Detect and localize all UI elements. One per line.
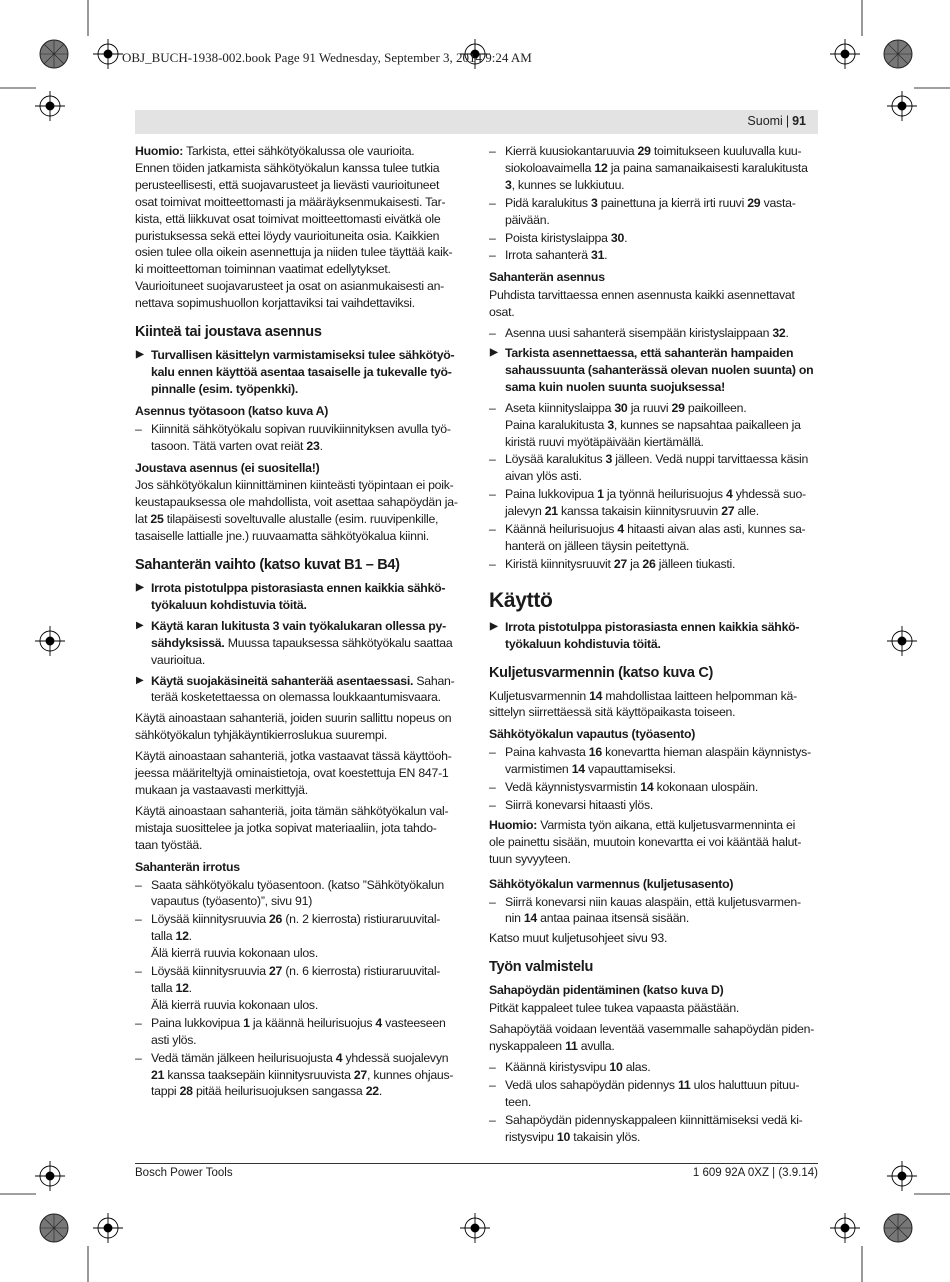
subheading-release-working-position: Sähkötyökalun vapautus (työasento) xyxy=(489,727,696,742)
part-number: 1 xyxy=(243,1015,250,1030)
text-line: Käytä suojakäsineitä sahanterää asentaessasi. xyxy=(151,673,414,688)
registration-mark-left-middle xyxy=(35,626,65,656)
text-line: , kunnes ohjaus- xyxy=(367,1067,454,1082)
text-line: sähdyksissä. xyxy=(151,635,225,650)
paragraph xyxy=(135,803,467,854)
triangle-bullet-icon: ▶ xyxy=(136,349,144,361)
triangle-bullet-icon: ▶ xyxy=(490,620,498,632)
section-heading-mounting: Kiinteä tai joustava asennus xyxy=(135,324,322,341)
text-line: Löysää karalukitus xyxy=(505,452,606,467)
text-line: Siirrä konevarsi hitaasti ylös. xyxy=(505,798,654,812)
list-item xyxy=(135,877,467,911)
part-number: 11 xyxy=(678,1077,691,1092)
text-line: Irrota pistotulppa pistorasiasta ennen kaikkia sähkö- xyxy=(151,581,446,596)
text-line: työkaluun kohdistuvia töitä. xyxy=(505,636,661,651)
text-line: jälleen tiukasti. xyxy=(655,556,736,571)
text-line: ristysvipu xyxy=(505,1129,557,1144)
text-line: . xyxy=(624,230,628,245)
text-line: vaurioitua. xyxy=(151,652,205,667)
text-line: (n. 2 kierrosta) ristiuraruuvital- xyxy=(282,912,441,927)
text-line: Varmista työn aikana, että kuljetusvarmenninta ei xyxy=(537,817,796,832)
text-line: lat xyxy=(135,512,151,527)
text-line: Löysää kiinnitysruuvia xyxy=(151,912,269,927)
text-line: Vedä käynnistysvarmistin xyxy=(505,780,641,795)
left-column xyxy=(135,143,467,1101)
text-line: pitää heilurisuojuksen sangassa xyxy=(192,1084,366,1099)
paragraph xyxy=(489,287,819,321)
part-number: 12 xyxy=(594,160,608,175)
safety-warning xyxy=(135,618,467,669)
text-line: Asenna uusi sahanterä sisempään kiristyslaippaan xyxy=(505,326,773,341)
text-line: Tarkista, ettei sähkötyökalussa ole vaurioita. xyxy=(183,144,415,158)
subheading-lock-transport-position: Sähkötyökalun varmennus (kuljetusasento) xyxy=(489,876,734,891)
text-line: Jos sähkötyökalun kiinnittäminen kiinteästi työpintaan ei poik- xyxy=(135,478,454,493)
text-line: Vedä tämän jälkeen heilurisuojusta xyxy=(151,1050,336,1065)
star-target-top-right xyxy=(884,40,912,68)
part-number: 26 xyxy=(268,912,283,927)
text-line: vapautus (työasento)”, sivu 91) xyxy=(151,894,313,909)
text-line: hanterä on jälleen täysin peitettynä. xyxy=(505,538,690,553)
text-line: Paina lukkovipua xyxy=(151,1015,244,1030)
safety-warning xyxy=(489,345,819,396)
part-number: 28 xyxy=(179,1084,193,1099)
registration-mark-top-right xyxy=(830,39,860,69)
text-line: Puhdista tarvittaessa ennen asennusta kaikki asennettavat xyxy=(489,288,795,303)
text-line: nin xyxy=(505,911,524,926)
text-line: alle. xyxy=(734,504,759,519)
registration-mark-bottom-left xyxy=(93,1213,123,1243)
triangle-bullet-icon: ▶ xyxy=(136,582,144,594)
book-slug-line: OBJ_BUCH-1938-002.book Page 91 Wednesday, September 3, 2014 9:24 AM xyxy=(122,50,532,65)
text-line: Käytä ainoastaan sahanteriä, joita tämän sähkötyökalun val- xyxy=(135,803,449,818)
header-locator xyxy=(747,114,806,128)
dash-bullet: – xyxy=(489,248,496,263)
registration-mark-left-lower xyxy=(35,1161,65,1191)
part-number: 21 xyxy=(544,504,558,519)
triangle-bullet-icon: ▶ xyxy=(136,674,144,686)
dash-bullet: – xyxy=(489,230,496,245)
text-line: puristuksessa sekä ettei löydy vaurioituneita osia. Kaikkien xyxy=(135,228,440,243)
right-column xyxy=(489,143,819,1146)
text-line: antaa painaa itsensä sisään. xyxy=(537,911,690,926)
text-line: jälleen. Vedä nuppi tarvittaessa käsin xyxy=(612,452,809,467)
section-heading-transport-lock: Kuljetusvarmennin (katso kuva C) xyxy=(489,664,714,681)
text-line: tappi xyxy=(151,1084,180,1099)
list-item xyxy=(489,1059,819,1076)
part-number: 29 xyxy=(747,195,761,210)
part-number: 14 xyxy=(523,911,538,926)
part-number: 4 xyxy=(617,522,624,537)
page-number: 91 xyxy=(792,114,806,128)
part-number: 22 xyxy=(365,1084,379,1099)
star-target-bottom-left xyxy=(40,1214,68,1242)
text-line: ja paina samanaikaisesti karalukitusta xyxy=(607,160,808,175)
text-line: tilapäisesti soveltuvalle alustalle (esim. ruuvipenkille, xyxy=(163,512,439,527)
text-line: vasta- xyxy=(760,195,796,210)
dash-bullet: – xyxy=(489,1077,496,1092)
part-number: 27 xyxy=(353,1067,368,1082)
dash-bullet: – xyxy=(489,452,496,467)
list-item xyxy=(489,779,819,796)
text-line: takaisin ylös. xyxy=(570,1129,641,1144)
part-number: 3 xyxy=(505,177,512,192)
dash-bullet: – xyxy=(135,421,142,436)
dash-bullet: – xyxy=(489,1059,496,1074)
note-paragraph xyxy=(489,817,819,868)
text-line: Vedä ulos sahapöydän pidennys xyxy=(505,1077,678,1092)
dash-bullet: – xyxy=(489,556,496,571)
text-line: ja xyxy=(627,556,643,571)
text-line: Vaurioituneet suojavarusteet ja osat on asianmukaisesti an- xyxy=(135,279,445,294)
footer-brand: Bosch Power Tools xyxy=(135,1167,233,1179)
text-line: tasaiselle lattialle jne.) ruuvaamatta sähkötyökalua kiinni. xyxy=(135,529,429,544)
text-line: painettuna ja kierrä irti ruuvi xyxy=(597,195,748,210)
registration-mark-bottom-center xyxy=(460,1213,490,1243)
subheading-table-extension: Sahapöydän pidentäminen (katso kuva D) xyxy=(489,983,724,998)
part-number: 31 xyxy=(590,248,605,263)
text-line: Poista kiristyslaippa xyxy=(505,230,611,245)
text-line: Paina kahvasta xyxy=(505,745,589,760)
part-number: 3 xyxy=(607,417,614,432)
section-heading-work-preparation: Työn valmistelu xyxy=(489,959,594,976)
text-line: tuun syvyyteen. xyxy=(489,851,571,866)
text-line: vapauttamiseksi. xyxy=(584,762,676,777)
registration-mark-top-left xyxy=(93,39,123,69)
text-line: tasoon. Tätä varten ovat reiät xyxy=(151,438,307,453)
triangle-bullet-icon: ▶ xyxy=(136,619,144,631)
paragraph: Pitkät kappaleet tulee tukea vapaasta päästään. xyxy=(489,1001,740,1016)
footer-doc-number: 1 609 92A 0XZ | (3.9.14) xyxy=(692,1167,818,1179)
note-label: Huomio: xyxy=(135,144,184,158)
paragraph xyxy=(135,710,467,744)
chapter-heading-operation: Käyttö xyxy=(489,588,553,612)
text-line: taan työstää. xyxy=(135,837,203,852)
text-line: alas. xyxy=(622,1059,651,1074)
text-line: . xyxy=(604,248,608,263)
text-line: . xyxy=(785,326,789,341)
text-line: , kunnes se napsahtaa paikalleen ja xyxy=(613,417,801,432)
text-line: avulla. xyxy=(577,1038,615,1053)
list-item xyxy=(489,486,819,520)
text-line: ole painettu sisään, muutoin konevartta ei voi kääntää halut- xyxy=(489,834,802,849)
text-line: Ennen töiden jatkamista sähkötyökalun kanssa tulee tutkia xyxy=(135,160,440,175)
text-line: osat. xyxy=(489,305,515,320)
star-target-top-left xyxy=(40,40,68,68)
text-line: Käytä ainoastaan sahanteriä, joiden suurin sallittu nopeus on xyxy=(135,711,452,726)
registration-mark-left-upper xyxy=(35,91,65,121)
text-line: Tarkista asennettaessa, että sahanterän hampaiden xyxy=(505,345,794,360)
text-line: vasteeseen xyxy=(382,1015,446,1030)
text-line: Kierrä kuusiokantaruuvia xyxy=(505,144,638,158)
registration-mark-bottom-right xyxy=(830,1213,860,1243)
text-line: ja käännä heilurisuojus xyxy=(249,1015,376,1030)
text-line: talla xyxy=(151,980,176,995)
page-header xyxy=(135,110,818,134)
list-item xyxy=(489,556,819,573)
text-line: Aseta kiinnityslaippa xyxy=(505,400,615,415)
text-line: jalevyn xyxy=(505,504,545,519)
text-line: osat toimivat moitteettomasti ja määräyksenmukaisesti. Tar- xyxy=(135,194,446,209)
text-line: Saata sähkötyökalu työasentoon. (katso ”Sähkötyökalun xyxy=(151,877,444,892)
text-line: Irrota pistotulppa pistorasiasta ennen kaikkia sähkö- xyxy=(505,619,800,634)
dash-bullet: – xyxy=(135,877,142,892)
part-number: 1 xyxy=(597,487,604,502)
text-line: mahdollistaa laitteen helpomman kä- xyxy=(602,688,797,703)
text-line: Pidä karalukitus xyxy=(505,195,591,210)
text-line: kiristä ruuvi myötäpäivään kiertämällä. xyxy=(505,434,704,449)
dash-bullet: – xyxy=(489,487,496,502)
part-number: 3 xyxy=(590,195,598,210)
text-line: työkaluun kohdistuvia töitä. xyxy=(151,597,307,612)
safety-warning xyxy=(135,580,467,614)
part-number: 27 xyxy=(721,504,735,519)
text-line: Kuljetusvarmennin xyxy=(489,688,590,703)
registration-mark-right-middle xyxy=(887,626,917,656)
part-number: 30 xyxy=(610,230,625,245)
header-separator: | xyxy=(785,114,790,128)
text-line: Sahapöydän pidennyskappaleen kiinnittämiseksi vedä ki- xyxy=(505,1112,803,1127)
star-target-bottom-right xyxy=(884,1214,912,1242)
section-heading-blade-change: Sahanterän vaihto (katso kuvat B1 – B4) xyxy=(135,557,400,574)
paragraph xyxy=(135,748,467,799)
text-line: Käännä kiristysvipu xyxy=(505,1059,610,1074)
dash-bullet: – xyxy=(489,798,496,812)
list-item xyxy=(489,400,819,451)
safety-warning xyxy=(489,619,819,653)
text-line: Turvallisen käsittelyn varmistamiseksi tulee sähkötyö- xyxy=(151,348,455,363)
dash-bullet: – xyxy=(489,1112,496,1127)
list-item xyxy=(489,1077,819,1111)
list-item xyxy=(489,195,819,229)
dash-bullet: – xyxy=(489,144,496,158)
dash-bullet: – xyxy=(135,964,142,979)
text-line: Käännä heilurisuojus xyxy=(505,522,618,537)
text-line: nettava sopimushuollon korjattaviksi tai vaihdettaviksi. xyxy=(135,296,415,311)
text-line: sittelyn siirrettäessä sitä käyttöpaikasta toiseen. xyxy=(489,705,736,720)
text-line: ja ruuvi xyxy=(627,400,672,415)
text-line: sama kuin nuolen suunta suojuksessa! xyxy=(505,379,725,394)
part-number: 27 xyxy=(613,556,627,571)
part-number: 25 xyxy=(150,512,164,527)
footer-rule xyxy=(135,1163,818,1164)
list-item xyxy=(135,421,467,455)
list-item xyxy=(489,744,819,778)
paragraph: Katso muut kuljetusohjeet sivu 93. xyxy=(489,931,668,946)
text-line: sahaussuunta (sahanterässä olevan nuolen suunta) on xyxy=(505,362,814,377)
text-line: aivan ylös asti. xyxy=(505,469,582,484)
text-line: Älä kierrä ruuvia kokonaan ulos. xyxy=(151,997,318,1012)
text-line: Kiinnitä sähkötyökalu sopivan ruuvikiinnityksen avulla työ- xyxy=(151,421,451,436)
intro-note xyxy=(135,143,467,312)
list-item xyxy=(135,1050,467,1101)
part-number: 32 xyxy=(772,326,786,341)
part-number: 27 xyxy=(268,964,283,979)
text-line: Käytä karan lukitusta 3 vain työkalukaran ollessa py- xyxy=(151,618,446,633)
text-line: asti ylös. xyxy=(151,1032,197,1047)
paragraph xyxy=(489,1021,819,1055)
part-number: 12 xyxy=(175,929,189,944)
part-number: 3 xyxy=(605,452,613,467)
text-line: ja työnnä heilurisuojus xyxy=(603,487,726,502)
part-number: 26 xyxy=(642,556,656,571)
text-line: kalu ennen käyttöä asentaa tasaiselle ja tukevalle työ- xyxy=(151,364,452,379)
dash-bullet: – xyxy=(489,780,496,795)
text-line: perusteellisesti, että suojavarusteet ja lievästi vaurioituneet xyxy=(135,177,440,192)
text-line: toimitukseen kuuluvalla kuu- xyxy=(650,144,802,158)
text-line: päivään. xyxy=(505,212,550,227)
part-number: 4 xyxy=(335,1050,343,1065)
text-line: teen. xyxy=(505,1094,532,1109)
part-number: 29 xyxy=(671,400,685,415)
text-line: hitaasti aivan alas asti, kunnes sa- xyxy=(623,522,806,537)
subheading-blade-removal: Sahanterän irrotus xyxy=(135,859,240,874)
text-line: Muussa tapauksessa sähkötyökalu saattaa xyxy=(224,635,453,650)
part-number: 11 xyxy=(565,1038,578,1053)
text-line: mistaja suosittelee ja jotka sopivat materiaaliin, jota tahdo- xyxy=(135,820,437,835)
triangle-bullet-icon: ▶ xyxy=(490,346,498,358)
dash-bullet: – xyxy=(489,326,496,341)
text-line: paikoilleen. xyxy=(684,400,747,415)
text-line: Kiristä kiinnitysruuvit xyxy=(505,556,614,571)
text-line: siokoloavaimella xyxy=(505,160,595,175)
text-line: Paina lukkovipua xyxy=(505,487,598,502)
part-number: 4 xyxy=(375,1015,383,1030)
list-item xyxy=(489,247,819,264)
dash-bullet: – xyxy=(489,522,496,537)
text-line: . xyxy=(378,1084,383,1099)
part-number: 14 xyxy=(571,762,585,777)
text-line: pinnalle (esim. työpenkki). xyxy=(151,381,298,396)
header-language: Suomi xyxy=(747,114,783,128)
list-item xyxy=(489,325,819,342)
part-number: 14 xyxy=(589,688,603,703)
list-item xyxy=(489,1112,819,1146)
part-number: 21 xyxy=(151,1067,165,1082)
text-line: konevartta hieman alaspäin käynnistys- xyxy=(601,745,811,760)
list-item xyxy=(135,963,467,1014)
part-number: 29 xyxy=(637,144,651,158)
list-item xyxy=(489,230,819,247)
text-line: . xyxy=(188,980,192,995)
list-item xyxy=(135,1015,467,1049)
text-line: Siirrä konevarsi niin kauas alaspäin, että kuljetusvarmen- xyxy=(505,894,801,909)
text-line: terää kosketettaessa on olemassa loukkaantumisvaara. xyxy=(151,690,441,705)
text-line: . xyxy=(319,438,323,453)
text-line: ki moitteettoman toiminnan vaatimat edellytykset. xyxy=(135,262,391,277)
text-line: Paina karalukitusta xyxy=(505,417,608,432)
part-number: 14 xyxy=(640,780,654,795)
list-item xyxy=(489,797,819,814)
registration-mark-right-lower xyxy=(887,1161,917,1191)
text-line: mukaan ja vastaavasti merkittyjä. xyxy=(135,783,308,797)
dash-bullet: – xyxy=(489,400,496,415)
dash-bullet: – xyxy=(489,745,496,760)
dash-bullet: – xyxy=(489,195,496,210)
part-number: 30 xyxy=(614,400,628,415)
safety-warning xyxy=(135,673,467,707)
text-line: kanssa taaksepäin kiinnitysruuvista xyxy=(164,1067,354,1082)
text-line: Irrota sahanterä xyxy=(505,248,591,263)
text-line: Sahan- xyxy=(413,673,455,688)
list-item xyxy=(489,521,819,555)
text-line: yhdessä suo- xyxy=(732,487,806,502)
text-line: jeessa määriteltyjä ominaistietoja, ovat koestettuja EN 847-1 xyxy=(135,766,449,781)
list-item xyxy=(489,894,819,928)
text-line: nyskappaleen xyxy=(489,1038,566,1053)
text-line: keustapauksessa ole mahdollista, voit asettaa sahapöydän ja- xyxy=(135,495,458,510)
text-line: yhdessä suojalevyn xyxy=(342,1050,449,1065)
note-label: Huomio: xyxy=(489,817,538,832)
part-number: 4 xyxy=(726,487,733,502)
text-line: . xyxy=(188,929,192,944)
text-line: kanssa takaisin kiinnitysruuvin xyxy=(557,504,722,519)
list-item xyxy=(489,143,819,194)
paragraph xyxy=(489,688,819,722)
text-line: talla xyxy=(151,929,176,944)
part-number: 16 xyxy=(588,745,602,760)
dash-bullet: – xyxy=(489,894,496,909)
dash-bullet: – xyxy=(135,912,142,927)
text-line: sähkötyökalun tyhjäkäyntikierroslukua suurempi. xyxy=(135,728,388,743)
paragraph xyxy=(135,477,467,545)
list-item xyxy=(489,451,819,485)
text-line: varmistimen xyxy=(505,762,572,777)
text-line: Älä kierrä ruuvia kokonaan ulos. xyxy=(151,946,318,961)
list-item xyxy=(135,911,467,962)
safety-warning xyxy=(135,347,467,398)
text-line: ulos haluttuun pituu- xyxy=(690,1077,800,1092)
text-line: Löysää kiinnitysruuvia xyxy=(151,964,269,979)
text-line: Sahapöytää voidaan leventää vasemmalle sahapöydän piden- xyxy=(489,1022,815,1037)
part-number: 12 xyxy=(175,980,189,995)
text-line: kokonaan ulospäin. xyxy=(653,780,759,795)
registration-mark-right-upper xyxy=(887,91,917,121)
dash-bullet: – xyxy=(135,1015,142,1030)
text-line: kista, että liikkuvat osat toimivat moitteettomasti eivätkä ole xyxy=(135,211,441,226)
text-line: (n. 6 kierrosta) ristiuraruuvital- xyxy=(282,964,441,979)
part-number: 10 xyxy=(609,1059,623,1074)
part-number: 23 xyxy=(306,438,320,453)
subheading-bench-mounting: Asennus työtasoon (katso kuva A) xyxy=(135,403,329,418)
subheading-flexible-mounting: Joustava asennus (ei suositella!) xyxy=(135,460,320,475)
text-line: osien tulee olla oikein asennettuja ja niiden tulee täyttää kaik- xyxy=(135,245,453,260)
text-line: , kunnes se lukkiutuu. xyxy=(511,177,625,192)
text-line: Käytä ainoastaan sahanteriä, jotka vastaavat tässä käyttöoh- xyxy=(135,749,452,764)
subheading-blade-install: Sahanterän asennus xyxy=(489,270,605,285)
dash-bullet: – xyxy=(135,1050,142,1065)
part-number: 10 xyxy=(556,1129,571,1144)
